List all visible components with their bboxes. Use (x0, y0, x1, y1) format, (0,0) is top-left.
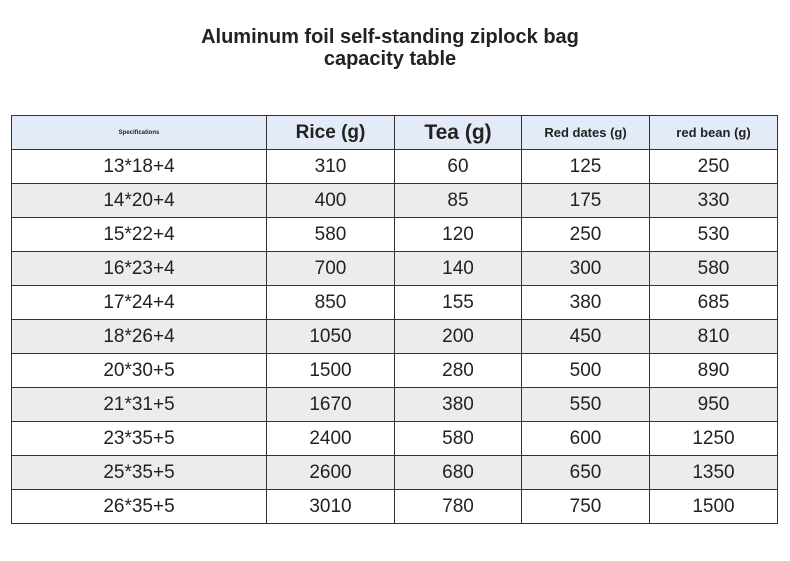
cell-rice: 1500 (267, 354, 395, 388)
cell-red-bean: 1350 (650, 456, 778, 490)
cell-red-dates: 650 (522, 456, 650, 490)
cell-tea: 155 (395, 286, 522, 320)
header-rice: Rice (g) (267, 116, 395, 150)
cell-red-dates: 500 (522, 354, 650, 388)
header-red-dates: Red dates (g) (522, 116, 650, 150)
cell-specification: 23*35+5 (12, 422, 267, 456)
table-row (12, 422, 778, 456)
table-body (12, 150, 778, 524)
cell-red-dates: 125 (522, 150, 650, 184)
cell-tea: 280 (395, 354, 522, 388)
cell-specification: 21*31+5 (12, 388, 267, 422)
cell-rice: 850 (267, 286, 395, 320)
cell-red-bean: 950 (650, 388, 778, 422)
cell-red-dates: 250 (522, 218, 650, 252)
cell-red-bean: 580 (650, 252, 778, 286)
cell-red-dates: 750 (522, 490, 650, 524)
cell-red-dates: 550 (522, 388, 650, 422)
cell-red-bean: 330 (650, 184, 778, 218)
cell-rice: 1670 (267, 388, 395, 422)
cell-red-bean: 810 (650, 320, 778, 354)
cell-specification: 15*22+4 (12, 218, 267, 252)
cell-tea: 580 (395, 422, 522, 456)
cell-red-dates: 450 (522, 320, 650, 354)
table-header (12, 116, 778, 150)
cell-rice: 1050 (267, 320, 395, 354)
page-title-line-1: Aluminum foil self-standing ziplock bag (201, 26, 579, 48)
cell-red-dates: 300 (522, 252, 650, 286)
cell-rice: 2600 (267, 456, 395, 490)
table-row (12, 388, 778, 422)
cell-specification: 18*26+4 (12, 320, 267, 354)
header-tea: Tea (g) (395, 116, 522, 150)
cell-red-bean: 1250 (650, 422, 778, 456)
table-row (12, 184, 778, 218)
cell-tea: 120 (395, 218, 522, 252)
cell-rice: 2400 (267, 422, 395, 456)
cell-specification: 26*35+5 (12, 490, 267, 524)
cell-red-bean: 1500 (650, 490, 778, 524)
cell-specification: 17*24+4 (12, 286, 267, 320)
cell-rice: 3010 (267, 490, 395, 524)
cell-specification: 13*18+4 (12, 150, 267, 184)
cell-specification: 25*35+5 (12, 456, 267, 490)
cell-tea: 680 (395, 456, 522, 490)
cell-tea: 380 (395, 388, 522, 422)
header-specifications: Specifications (12, 116, 267, 150)
cell-red-dates: 380 (522, 286, 650, 320)
capacity-table (11, 115, 778, 524)
cell-specification: 14*20+4 (12, 184, 267, 218)
cell-red-bean: 250 (650, 150, 778, 184)
cell-specification: 16*23+4 (12, 252, 267, 286)
cell-red-dates: 600 (522, 422, 650, 456)
cell-red-bean: 685 (650, 286, 778, 320)
cell-tea: 780 (395, 490, 522, 524)
table-row (12, 218, 778, 252)
cell-red-dates: 175 (522, 184, 650, 218)
cell-rice: 310 (267, 150, 395, 184)
header-red-bean: red bean (g) (650, 116, 778, 150)
table-row (12, 456, 778, 490)
cell-red-bean: 890 (650, 354, 778, 388)
cell-tea: 140 (395, 252, 522, 286)
table-row (12, 490, 778, 524)
cell-tea: 60 (395, 150, 522, 184)
table-row (12, 320, 778, 354)
cell-rice: 580 (267, 218, 395, 252)
page-title (0, 26, 780, 70)
table-row (12, 150, 778, 184)
cell-red-bean: 530 (650, 218, 778, 252)
page-title-line-2: capacity table (323, 48, 457, 70)
cell-tea: 85 (395, 184, 522, 218)
cell-rice: 400 (267, 184, 395, 218)
cell-specification: 20*30+5 (12, 354, 267, 388)
table-row (12, 354, 778, 388)
cell-rice: 700 (267, 252, 395, 286)
table-row (12, 286, 778, 320)
cell-tea: 200 (395, 320, 522, 354)
header-row (12, 116, 778, 150)
table-row (12, 252, 778, 286)
